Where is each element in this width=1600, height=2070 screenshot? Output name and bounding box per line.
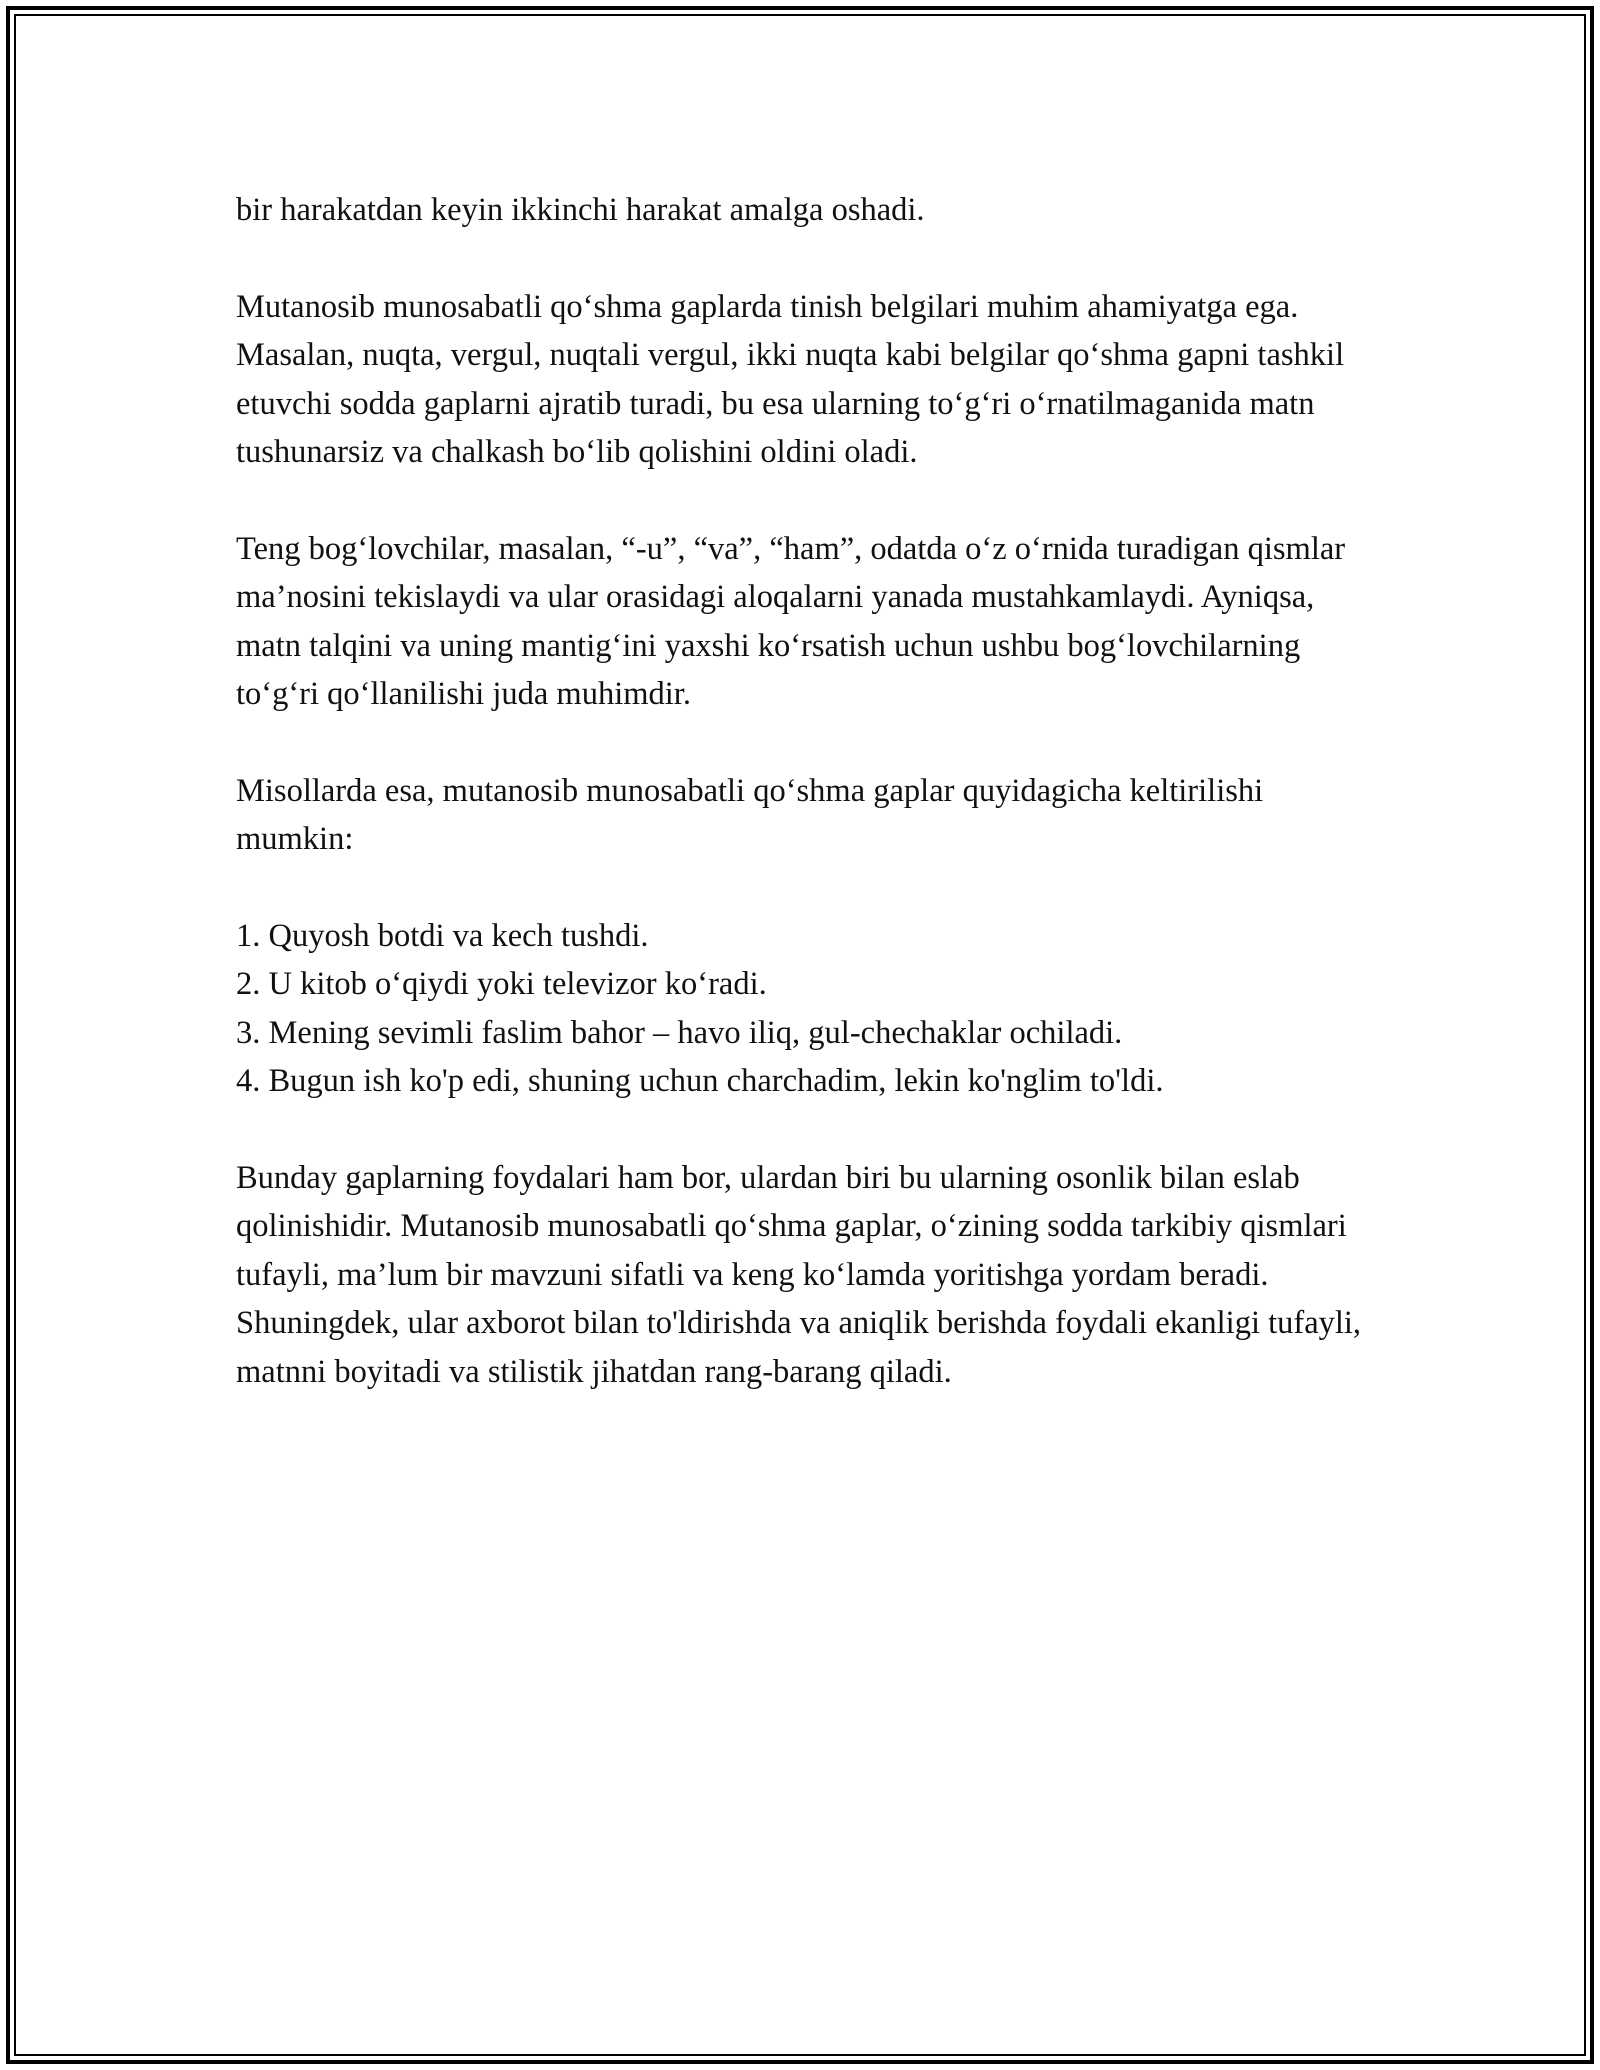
- paragraph-benefits: Bunday gaplarning foydalari ham bor, ulardan biri bu ularning osonlik bilan eslab qolinishidir. Mutanosib munosabatli qo‘shma gaplar, o‘zining sodda tarkibiy qismlari tufayli, ma’lum bir mavzuni sifatli va keng ko‘lamda yoritishga yordam beradi. Shuningdek, ular axborot bilan to'ldirishda va aniqlik berishda foydali ekanligi tufayli, matnni boyitadi va stilistik jihatdan rang-barang qiladi.: [236, 1160, 1362, 1390]
- list-item: 2. U kitob o‘qiydi yoki televizor ko‘radi.: [236, 966, 767, 1003]
- paragraph-punctuation: Mutanosib munosabatli qo‘shma gaplarda tinish belgilari muhim ahamiyatga ega. Masalan, nuqta, vergul, nuqtali vergul, ikki nuqta kabi belgilar qo‘shma gapni tashkil etuvchi sodda gaplarni ajratib turadi, bu esa ularning to‘g‘ri o‘rnatilmaganida matn tushunarsiz va chalkash bo‘lib qolishini oldini oladi.: [236, 288, 1345, 471]
- list-item: 1. Quyosh botdi va kech tushdi.: [236, 918, 649, 955]
- examples-list: [236, 912, 1376, 1106]
- paragraph-conjunctions: Teng bog‘lovchilar, masalan, “-u”, “va”, “ham”, odatda o‘z o‘rnida turadigan qismlar ma’nosini tekislaydi va ular orasidagi aloqalarni yanada mustahkamlaydi. Ayniqsa, matn talqini va uning mantig‘ini yaxshi ko‘rsatish uchun ushbu bog‘lovchilarning to‘g‘ri qo‘llanilishi juda muhimdir.: [236, 530, 1346, 713]
- list-item: 4. Bugun ish ko'p edi, shuning uchun charchadim, lekin ko'nglim to'ldi.: [236, 1063, 1164, 1100]
- list-item: 3. Mening sevimli faslim bahor – havo iliq, gul-chechaklar ochiladi.: [236, 1014, 1123, 1051]
- document-body: [236, 186, 1376, 1444]
- paragraph-examples-intro: Misollarda esa, mutanosib munosabatli qo‘shma gaplar quyidagicha keltirilishi mumkin:: [236, 772, 1264, 858]
- paragraph-continuation: bir harakatdan keyin ikkinchi harakat amalga oshadi.: [236, 192, 925, 228]
